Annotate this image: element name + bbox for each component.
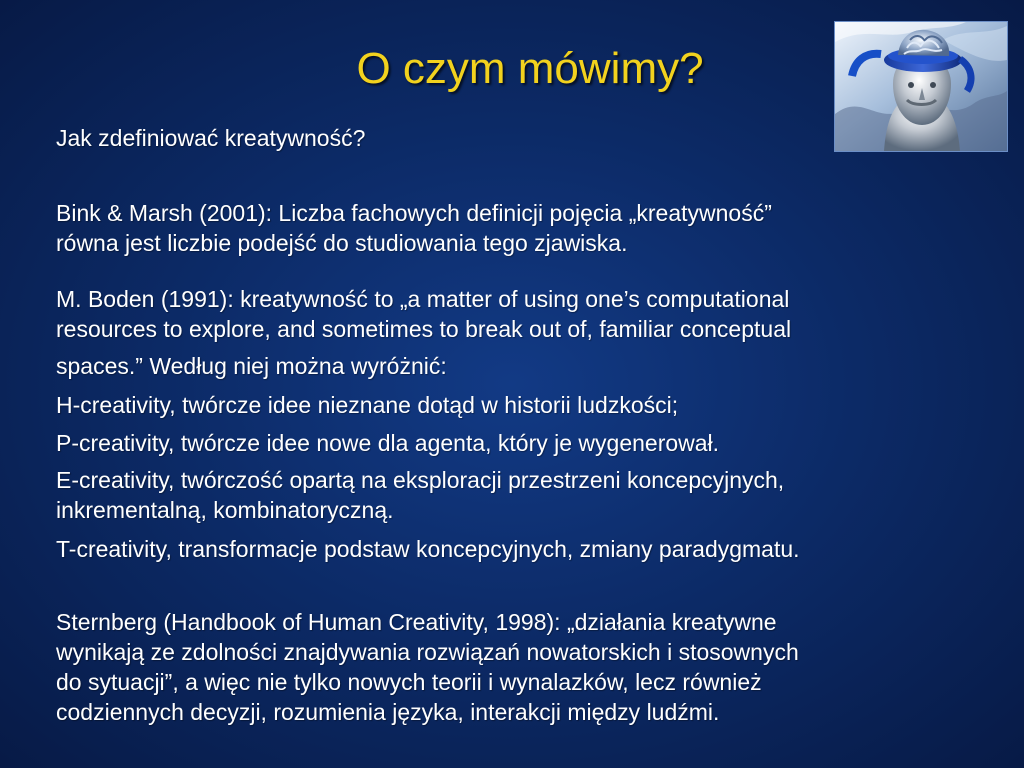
e-creativity-line-2: inkrementalną, kombinatoryczną. [56, 497, 394, 523]
e-creativity-item [56, 465, 996, 525]
p-creativity-item: P-creativity, twórcze idee nowe dla agenta, który je wygenerował. [56, 430, 720, 456]
bink-marsh-paragraph [56, 198, 996, 258]
boden-paragraph [56, 284, 996, 381]
e-creativity-line-1: E-creativity, twórczość opartą na eksploracji przestrzeni koncepcyjnych, [56, 467, 785, 493]
bink-marsh-line-1: Bink & Marsh (2001): Liczba fachowych definicji pojęcia „kreatywność” [56, 200, 772, 226]
sternberg-paragraph [56, 607, 996, 727]
boden-line-2: resources to explore, and sometimes to break out of, familiar conceptual [56, 316, 792, 342]
sternberg-line-2: wynikają ze zdolności znajdywania rozwiązań nowatorskich i stosownych [56, 639, 799, 665]
sternberg-line-4: codziennych decyzji, rozumienia języka, interakcji między ludźmi. [56, 699, 720, 725]
boden-line-3: spaces.” Według niej można wyróżnić: [56, 353, 447, 379]
boden-line-1: M. Boden (1991): kreatywność to „a matter of using one’s computational [56, 286, 790, 312]
slide-title: O czym mówimy? [356, 44, 704, 93]
bink-marsh-line-2: równa jest liczbie podejść do studiowania tego zjawiska. [56, 230, 628, 256]
h-creativity-item: H-creativity, twórcze idee nieznane dotąd w historii ludzkości; [56, 392, 679, 418]
sternberg-line-1: Sternberg (Handbook of Human Creativity, 1998): „działania kreatywne [56, 609, 777, 635]
sternberg-line-3: do sytuacji”, a więc nie tylko nowych teorii i wynalazków, lecz również [56, 669, 762, 695]
t-creativity-item: T-creativity, transformacje podstaw koncepcyjnych, zmiany paradygmatu. [56, 536, 800, 562]
question-text: Jak zdefiniować kreatywność? [56, 125, 366, 151]
